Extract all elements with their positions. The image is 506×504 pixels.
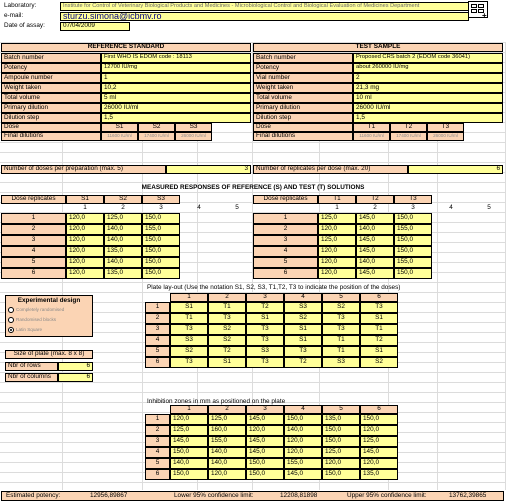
- test-response-cell[interactable]: 150,0: [394, 213, 432, 224]
- zones-cell[interactable]: 160,0: [208, 425, 246, 436]
- layout-row-header: 1: [145, 302, 170, 313]
- final-dilution: 17400 IU/ml: [390, 132, 427, 141]
- test-response-cell[interactable]: 145,0: [356, 246, 394, 257]
- dose-header: S1: [101, 123, 138, 132]
- zones-cell[interactable]: 155,0: [284, 458, 322, 469]
- test-response-cell[interactable]: 140,0: [356, 224, 394, 235]
- layout-col-header: 4: [284, 293, 322, 302]
- info-label: Potency: [253, 63, 353, 73]
- layout-col-header: 6: [360, 293, 398, 302]
- test-response-cell[interactable]: 125,0: [318, 213, 356, 224]
- zones-col-header: 2: [208, 405, 246, 414]
- final-dilution: 26000 IU/ml: [427, 132, 464, 141]
- layout-row-header: 4: [145, 335, 170, 346]
- zones-cell[interactable]: 150,0: [284, 414, 322, 425]
- test-replicate-label: 3: [253, 235, 318, 246]
- layout-cell[interactable]: S1: [360, 346, 398, 357]
- zones-cell[interactable]: 125,0: [208, 414, 246, 425]
- layout-cell[interactable]: T2: [284, 357, 322, 368]
- info-label: Potency: [1, 63, 101, 73]
- info-value[interactable]: 21,3 mg: [353, 83, 503, 93]
- reference-standard-title: REFERENCE STANDARD: [1, 43, 251, 52]
- zones-cell[interactable]: 145,0: [360, 447, 398, 458]
- test-response-cell[interactable]: 120,0: [318, 246, 356, 257]
- lower-limit-value: 12208,81898: [280, 492, 318, 499]
- info-value[interactable]: 1,5: [101, 113, 251, 123]
- layout-cell[interactable]: T2: [246, 302, 284, 313]
- info-label: Weight taken: [1, 83, 101, 93]
- ref-response-cell[interactable]: 135,0: [104, 246, 142, 257]
- columns-label: Nbr of columns: [5, 373, 58, 382]
- lower-limit-label: Lower 95% confidence limit:: [174, 492, 254, 499]
- ref-replicate-label: 3: [1, 235, 66, 246]
- rows-label: Nbr of rows: [5, 362, 58, 371]
- zones-cell[interactable]: 120,0: [170, 414, 208, 425]
- test-col-number: 2: [373, 204, 377, 212]
- layout-col-header: 3: [246, 293, 284, 302]
- upper-limit-label: Upper 95% confidence limit:: [347, 492, 427, 499]
- grid-line: [0, 162, 506, 163]
- grid-line: [0, 382, 506, 383]
- zones-cell[interactable]: 120,0: [360, 425, 398, 436]
- zones-row-header: 1: [145, 414, 170, 425]
- layout-cell[interactable]: T3: [246, 324, 284, 335]
- layout-cell[interactable]: S2: [208, 324, 246, 335]
- layout-cell[interactable]: T1: [170, 313, 208, 324]
- layout-cell[interactable]: T3: [360, 302, 398, 313]
- final-dilutions-label: Final dilutions: [253, 132, 353, 141]
- date-field[interactable]: 07/04/2009: [60, 22, 130, 31]
- info-label: Batch number: [1, 53, 101, 63]
- date-label: Date of assay:: [4, 22, 45, 30]
- test-response-cell[interactable]: 140,0: [356, 257, 394, 268]
- test-response-cell[interactable]: 120,0: [318, 257, 356, 268]
- info-label: Ampoule number: [1, 73, 101, 83]
- table-icon[interactable]: [468, 1, 488, 18]
- layout-row-header: 3: [145, 324, 170, 335]
- ref-col-number: 1: [83, 204, 87, 212]
- test-col-number: 5: [487, 204, 491, 212]
- layout-col-header: 1: [170, 293, 208, 302]
- test-response-cell[interactable]: 150,0: [394, 235, 432, 246]
- info-label: Primary dilution: [1, 103, 101, 113]
- zones-cell[interactable]: 135,0: [360, 469, 398, 480]
- layout-cell[interactable]: T1: [322, 346, 360, 357]
- experimental-design-title: Experimental design: [17, 297, 81, 304]
- final-dilutions-label: Final dilutions: [1, 132, 101, 141]
- final-dilution: 26000 IU/ml: [175, 132, 212, 141]
- doses-per-prep-label: Number of doses per preparation (max. 5): [1, 165, 166, 174]
- layout-cell[interactable]: T3: [322, 313, 360, 324]
- zones-cell[interactable]: 125,0: [322, 447, 360, 458]
- upper-limit-value: 13762,39865: [449, 492, 487, 499]
- ref-col-number: 4: [197, 204, 201, 212]
- layout-cell[interactable]: S3: [322, 357, 360, 368]
- layout-col-header: 5: [322, 293, 360, 302]
- ref-replicate-label: 6: [1, 268, 66, 279]
- grid-line: [0, 182, 506, 183]
- layout-cell[interactable]: T2: [360, 335, 398, 346]
- info-value[interactable]: 26000 IU/ml: [101, 103, 251, 113]
- test-col-number: 1: [335, 204, 339, 212]
- zones-cell[interactable]: 150,0: [322, 425, 360, 436]
- measured-title: MEASURED RESPONSES OF REFERENCE (S) AND TEST (T) SOLUTIONS: [141, 184, 365, 192]
- replicates-label: Number of replicates per dose (max. 20): [253, 165, 408, 174]
- layout-cell[interactable]: S2: [170, 346, 208, 357]
- email-field[interactable]: sturzu.simona@icbmv.ro: [60, 12, 469, 21]
- zones-cell[interactable]: 140,0: [170, 458, 208, 469]
- rows-field[interactable]: 6: [58, 362, 93, 371]
- zones-cell[interactable]: 120,0: [284, 436, 322, 447]
- zones-cell[interactable]: 120,0: [322, 458, 360, 469]
- final-dilution: 11600 IU/ml: [353, 132, 390, 141]
- design-option-label: Completely randomised: [16, 307, 65, 312]
- ref-response-cell[interactable]: 120,0: [66, 246, 104, 257]
- test-response-cell[interactable]: 155,0: [394, 257, 432, 268]
- zones-cell[interactable]: 135,0: [322, 414, 360, 425]
- layout-cell[interactable]: T1: [360, 324, 398, 335]
- test-replicate-label: 4: [253, 246, 318, 257]
- layout-col-header: 2: [208, 293, 246, 302]
- layout-cell[interactable]: T1: [208, 302, 246, 313]
- layout-cell[interactable]: S1: [284, 324, 322, 335]
- ref-response-cell[interactable]: 155,0: [142, 224, 180, 235]
- dose-header: T2: [390, 123, 427, 132]
- ref-col-header: S2: [104, 195, 142, 204]
- zones-col-header: 4: [284, 405, 322, 414]
- zones-cell[interactable]: 140,0: [208, 458, 246, 469]
- replicates-field[interactable]: 6: [408, 165, 503, 174]
- layout-cell[interactable]: S2: [360, 357, 398, 368]
- dose-replicates-header: Dose replicates: [1, 195, 66, 204]
- radio-button[interactable]: [8, 307, 14, 313]
- ref-response-cell[interactable]: 120,0: [66, 268, 104, 279]
- grid-line: [0, 152, 506, 153]
- layout-cell[interactable]: S1: [208, 357, 246, 368]
- radio-button[interactable]: [8, 317, 14, 323]
- zones-row-header: 3: [145, 436, 170, 447]
- ref-response-cell[interactable]: 150,0: [142, 235, 180, 246]
- ref-response-cell[interactable]: 150,0: [142, 268, 180, 279]
- zones-cell[interactable]: 120,0: [284, 447, 322, 458]
- ref-response-cell[interactable]: 120,0: [66, 235, 104, 246]
- ref-response-cell[interactable]: 140,0: [104, 235, 142, 246]
- test-response-cell[interactable]: 150,0: [394, 246, 432, 257]
- layout-cell[interactable]: T3: [246, 357, 284, 368]
- layout-cell[interactable]: S3: [246, 346, 284, 357]
- test-response-cell[interactable]: 145,0: [356, 268, 394, 279]
- info-value[interactable]: 26000 IU/ml: [353, 103, 503, 113]
- test-replicate-label: 5: [253, 257, 318, 268]
- dose-label: Dose: [1, 123, 101, 132]
- info-value[interactable]: 10 ml: [353, 93, 503, 103]
- columns-field[interactable]: 6: [58, 373, 93, 382]
- ref-response-cell[interactable]: 120,0: [66, 224, 104, 235]
- info-label: Dilution step: [253, 113, 353, 123]
- final-dilution: 17400 IU/ml: [138, 132, 175, 141]
- zones-row-header: 2: [145, 425, 170, 436]
- zones-cell[interactable]: 120,0: [208, 469, 246, 480]
- final-dilution: 11600 IU/ml: [101, 132, 138, 141]
- test-col-header: T1: [318, 195, 356, 204]
- zones-cell[interactable]: 145,0: [246, 447, 284, 458]
- grid-line: [0, 282, 506, 283]
- dose-header: S2: [138, 123, 175, 132]
- test-replicate-label: 6: [253, 268, 318, 279]
- zones-cell[interactable]: 150,0: [360, 414, 398, 425]
- results-bar: [1, 491, 504, 501]
- layout-cell[interactable]: S1: [170, 302, 208, 313]
- zones-cell[interactable]: 120,0: [246, 425, 284, 436]
- test-replicate-label: 2: [253, 224, 318, 235]
- info-label: Weight taken: [253, 83, 353, 93]
- ref-response-cell[interactable]: 150,0: [142, 246, 180, 257]
- zones-row-header: 4: [145, 447, 170, 458]
- dose-label: Dose: [253, 123, 353, 132]
- plate-size-title: Size of plate (max. 8 x 8): [5, 350, 93, 359]
- zones-cell[interactable]: 150,0: [170, 447, 208, 458]
- zones-cell[interactable]: 125,0: [360, 436, 398, 447]
- zones-cell[interactable]: 140,0: [208, 447, 246, 458]
- ref-col-header: S1: [66, 195, 104, 204]
- dose-header: T3: [427, 123, 464, 132]
- info-value[interactable]: 1: [101, 73, 251, 83]
- layout-cell[interactable]: S1: [360, 313, 398, 324]
- test-replicate-label: 1: [253, 213, 318, 224]
- layout-row-header: 6: [145, 357, 170, 368]
- grid-line: [0, 482, 506, 483]
- zones-col-header: 1: [170, 405, 208, 414]
- ref-replicate-label: 4: [1, 246, 66, 257]
- info-value[interactable]: 10,2: [101, 83, 251, 93]
- layout-cell[interactable]: S1: [246, 313, 284, 324]
- ref-col-header: S3: [142, 195, 180, 204]
- layout-cell[interactable]: T3: [322, 324, 360, 335]
- dose-header: S3: [175, 123, 212, 132]
- info-value[interactable]: 12700 IU/mg: [101, 63, 251, 73]
- radio-button[interactable]: [8, 327, 14, 333]
- info-value[interactable]: 1,5: [353, 113, 503, 123]
- ref-response-cell[interactable]: 150,0: [142, 213, 180, 224]
- info-value[interactable]: First WHO IS EDOM code : 18113: [101, 53, 251, 63]
- info-label: Total volume: [1, 93, 101, 103]
- ref-response-cell[interactable]: 120,0: [66, 213, 104, 224]
- dose-header: T1: [353, 123, 390, 132]
- info-value[interactable]: 5 ml: [101, 93, 251, 103]
- design-option-label: Randomised blocks: [16, 317, 57, 322]
- ref-replicate-label: 2: [1, 224, 66, 235]
- zones-cell[interactable]: 150,0: [246, 469, 284, 480]
- ref-col-number: 3: [159, 204, 163, 212]
- zones-cell[interactable]: 125,0: [170, 425, 208, 436]
- ref-col-number: 5: [235, 204, 239, 212]
- info-value[interactable]: Proposed CRS batch 2 (EDOM code 36041): [353, 53, 503, 63]
- zones-cell[interactable]: 150,0: [170, 469, 208, 480]
- doses-per-prep-field[interactable]: 3: [166, 165, 251, 174]
- test-response-cell[interactable]: 120,0: [318, 268, 356, 279]
- layout-cell[interactable]: S1: [284, 335, 322, 346]
- info-value[interactable]: about 260000 IU/mg: [353, 63, 503, 73]
- test-col-header: T2: [356, 195, 394, 204]
- email-label: e-mail:: [4, 12, 24, 20]
- grid-line: [0, 142, 506, 143]
- laboratory-label: Laboratory:: [4, 2, 37, 10]
- zones-cell[interactable]: 145,0: [246, 436, 284, 447]
- ref-response-cell[interactable]: 140,0: [104, 224, 142, 235]
- test-col-number: 4: [449, 204, 453, 212]
- zones-cell[interactable]: 145,0: [246, 414, 284, 425]
- zones-title: Inhibition zones in mm as positioned on the plate: [147, 398, 286, 406]
- info-label: Total volume: [253, 93, 353, 103]
- ref-replicate-label: 5: [1, 257, 66, 268]
- zones-cell[interactable]: 150,0: [246, 458, 284, 469]
- zones-col-header: 5: [322, 405, 360, 414]
- zones-cell[interactable]: 140,0: [284, 425, 322, 436]
- test-response-cell[interactable]: 150,0: [394, 268, 432, 279]
- zones-cell[interactable]: 150,0: [322, 469, 360, 480]
- test-response-cell[interactable]: 155,0: [394, 224, 432, 235]
- ref-response-cell[interactable]: 120,0: [66, 257, 104, 268]
- ref-replicate-label: 1: [1, 213, 66, 224]
- layout-cell[interactable]: T1: [322, 335, 360, 346]
- zones-row-header: 6: [145, 469, 170, 480]
- layout-cell[interactable]: T3: [246, 335, 284, 346]
- zones-cell[interactable]: 145,0: [284, 469, 322, 480]
- plate-layout-title: Plate lay-out (Use the notation S1, S2, S3, T1,T2, T3 to indicate the position of the doses): [147, 284, 401, 292]
- layout-cell[interactable]: S3: [170, 335, 208, 346]
- layout-cell[interactable]: S2: [322, 302, 360, 313]
- estimated-potency-value: 12956,89867: [90, 492, 128, 499]
- grid-line: [0, 392, 506, 393]
- test-response-cell[interactable]: 145,0: [356, 213, 394, 224]
- zones-cell[interactable]: 145,0: [170, 436, 208, 447]
- laboratory-field[interactable]: Institute for Control of Veterinary Biological Products and Medicines - Microbiological Control and Biological Evaluation of Medicines Department: [60, 2, 469, 11]
- ref-col-number: 2: [121, 204, 125, 212]
- ref-response-cell[interactable]: 125,0: [104, 213, 142, 224]
- layout-cell[interactable]: T3: [170, 357, 208, 368]
- layout-cell[interactable]: S2: [208, 335, 246, 346]
- zones-cell[interactable]: 155,0: [208, 436, 246, 447]
- info-label: Primary dilution: [253, 103, 353, 113]
- layout-cell[interactable]: T3: [170, 324, 208, 335]
- layout-cell[interactable]: T3: [208, 313, 246, 324]
- test-sample-title: TEST SAMPLE: [253, 43, 503, 52]
- layout-row-header: 2: [145, 313, 170, 324]
- design-option-label: Latin Square: [16, 327, 43, 332]
- radio-dot: [10, 329, 12, 331]
- layout-cell[interactable]: T2: [208, 346, 246, 357]
- info-label: Batch number: [253, 53, 353, 63]
- info-label: Dilution step: [1, 113, 101, 123]
- experimental-design-panel: [5, 295, 93, 337]
- estimated-potency-label: Estimated potency:: [6, 492, 61, 499]
- info-value[interactable]: 2: [353, 73, 503, 83]
- test-response-cell[interactable]: 125,0: [318, 235, 356, 246]
- zones-cell[interactable]: 150,0: [322, 436, 360, 447]
- test-col-number: 3: [411, 204, 415, 212]
- test-response-cell[interactable]: 120,0: [318, 224, 356, 235]
- info-label: Vial number: [253, 73, 353, 83]
- plus-icon: +: [482, 11, 487, 20]
- zones-col-header: 3: [246, 405, 284, 414]
- zones-cell[interactable]: 120,0: [360, 458, 398, 469]
- ref-response-cell[interactable]: 135,0: [104, 268, 142, 279]
- dose-replicates-header: Dose replicates: [253, 195, 318, 204]
- layout-cell[interactable]: S2: [284, 313, 322, 324]
- zones-col-header: 6: [360, 405, 398, 414]
- ref-response-cell[interactable]: 150,0: [142, 257, 180, 268]
- layout-cell[interactable]: T3: [284, 346, 322, 357]
- zones-row-header: 5: [145, 458, 170, 469]
- ref-response-cell[interactable]: 140,0: [104, 257, 142, 268]
- layout-row-header: 5: [145, 346, 170, 357]
- layout-cell[interactable]: S3: [284, 302, 322, 313]
- test-response-cell[interactable]: 145,0: [356, 235, 394, 246]
- test-col-header: T3: [394, 195, 432, 204]
